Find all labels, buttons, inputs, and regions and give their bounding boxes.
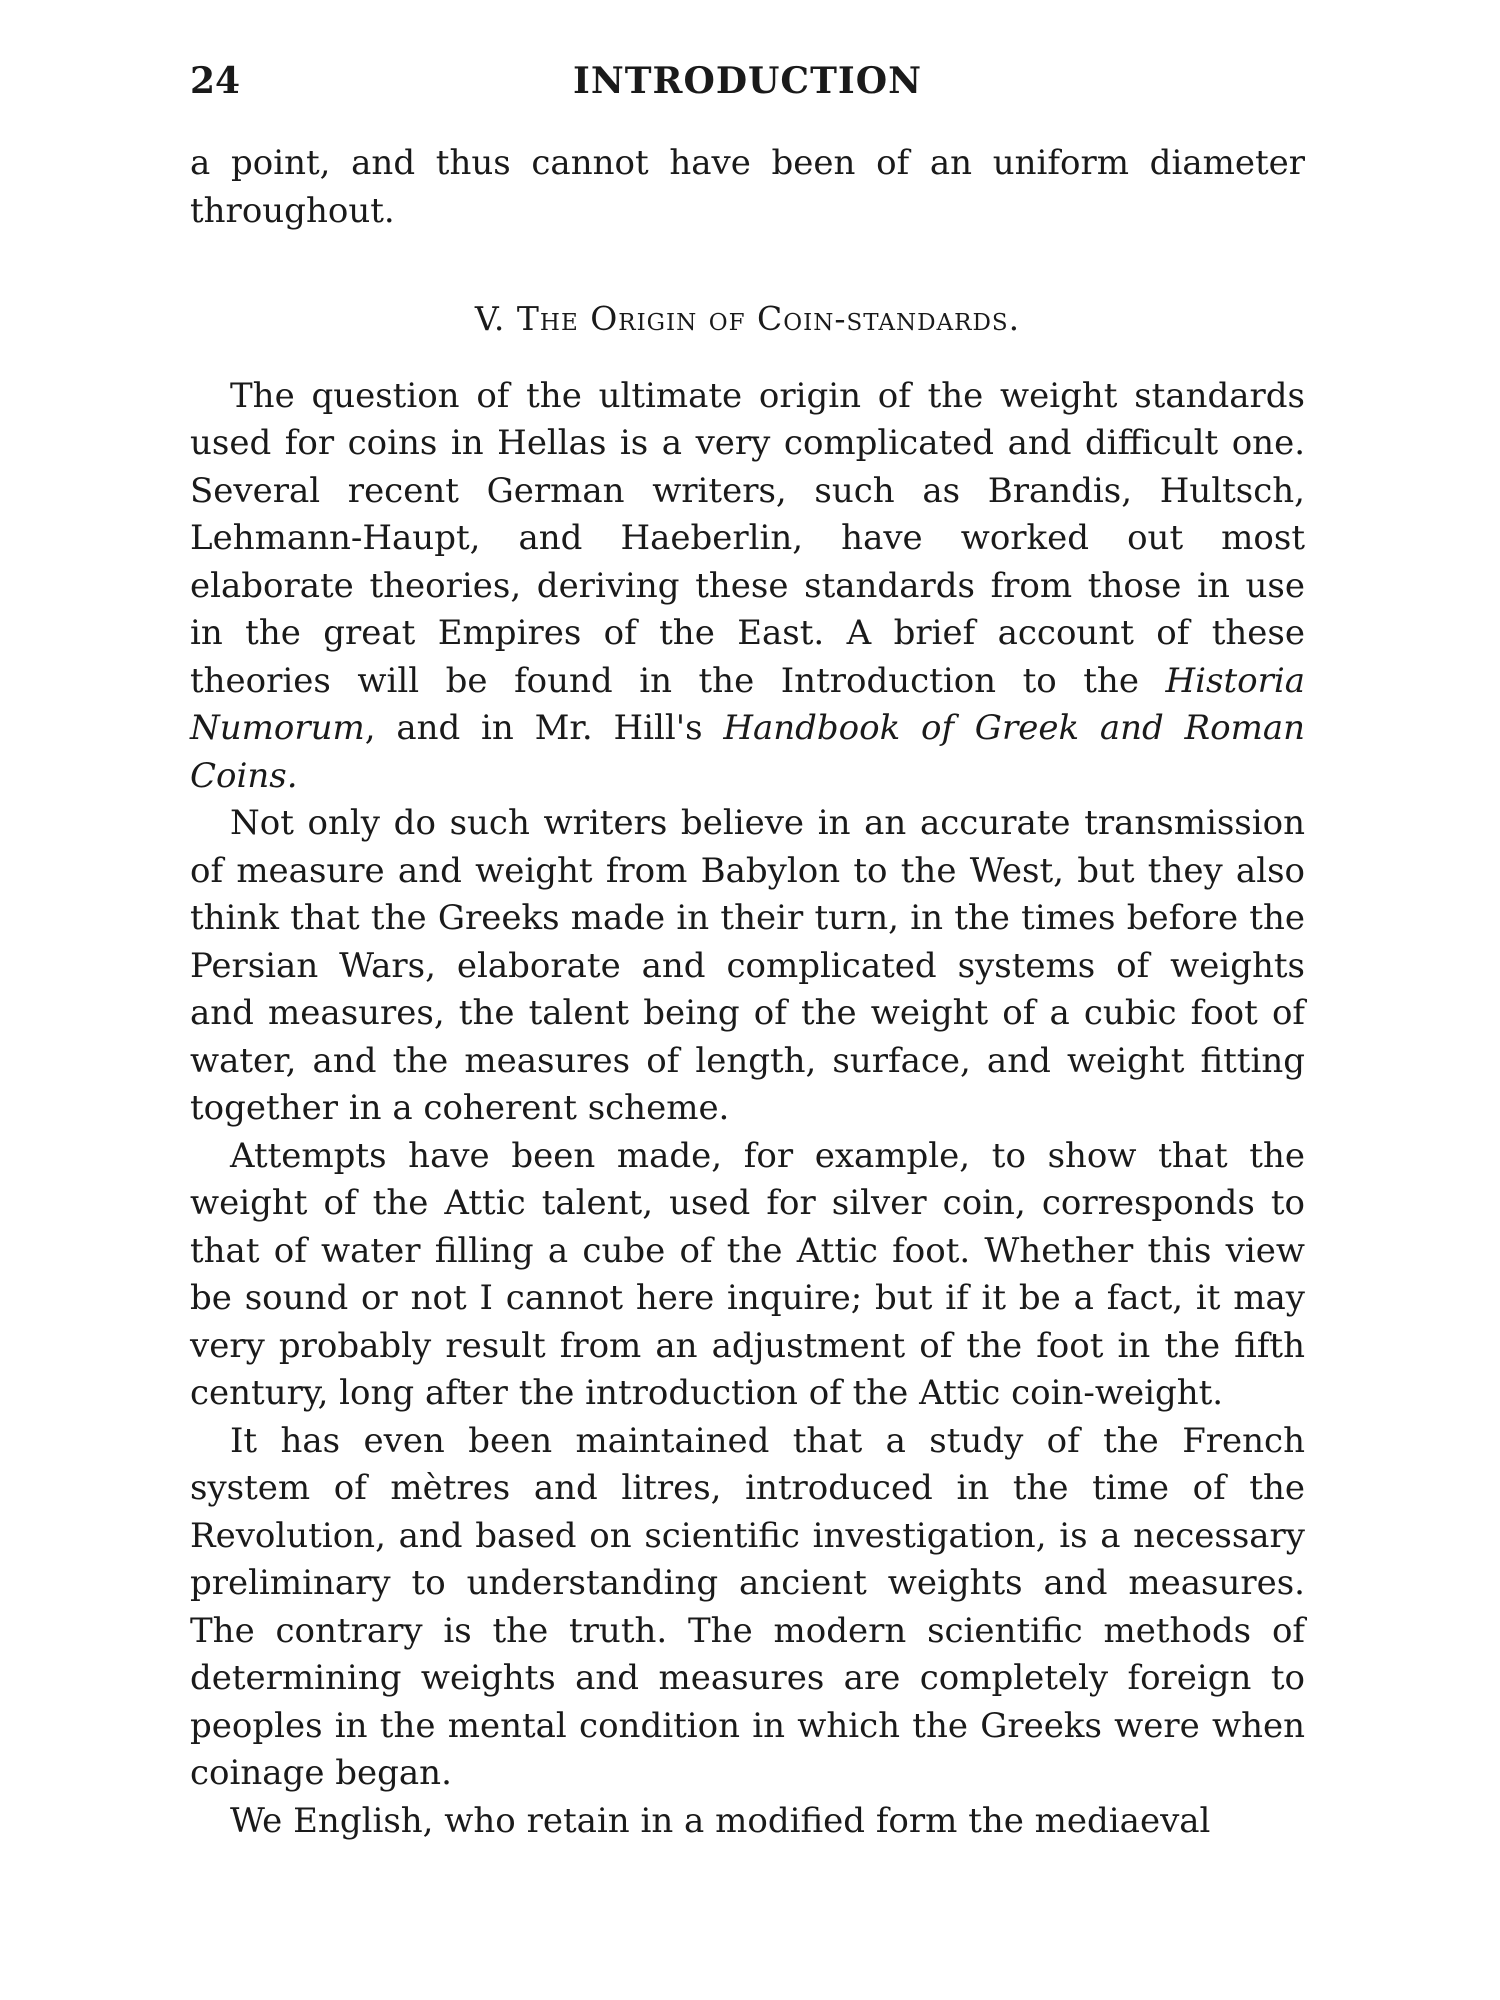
paragraph-1-middle: , and in Mr. Hill's [364,708,724,748]
paragraph-1 [190,373,1305,801]
page-number: 24 [190,60,241,102]
paragraph-4: It has even been maintained that a study of the French system of mètres and litres, introduced in the time of the Revolution, and based on scientific investigation, is a necessary preliminary to understanding ancient weights and measures. The contrary is the truth. The modern scientific methods of determining weights and measures are completely foreign to peoples in the mental condition in which the Greeks were when coinage began. [190,1420,1305,1793]
continuation-paragraph: a point, and thus cannot have been of an uniform diameter throughout. [190,143,1305,231]
body-text [190,140,1305,1845]
section-heading: V. The Origin of Coin-standards. [474,299,1021,338]
italic-title-handbook: Handbook of Greek and Roman Coins. [190,708,1305,796]
italic-title-historia-numorum: Historia Numorum [190,660,1305,748]
running-title: INTRODUCTION [573,60,922,102]
paragraph-3: Attempts have been made, for example, to show that the weight of the Attic talent, used for silver coin, corresponds to that of water filling a cube of the Attic foot. Whether this view be sound or not I cannot here inquire; but if it be a fact, it may very probably result from an adjustment of the foot in the fifth century, long after the introduction of the Attic coin-weight. [190,1135,1305,1413]
paragraph-2: Not only do such writers believe in an accurate transmission of measure and weight from Babylon to the West, but they also think that the Greeks made in their turn, in the times before the Persian Wars, elaborate and complicated systems of weights and measures, the talent being of the weight of a cubic foot of water, and the measures of length, surface, and weight fitting together in a coherent scheme. [190,803,1305,1128]
paragraph-1-text: The question of the ultimate origin of the weight standards used for coins in Hellas is a very complicated and difficult one. Several recent German writers, such as Brandis, Hultsch, Lehmann-Haupt, and Haeberlin, have worked out most elaborate theories, deriving these standards from those in use in the great Empires of the East. A brief account of these theories will be found in the Introduction to the [190,375,1305,701]
running-head [190,60,1305,110]
paragraph-5: We English, who retain in a modified form the mediaeval [230,1800,1211,1841]
